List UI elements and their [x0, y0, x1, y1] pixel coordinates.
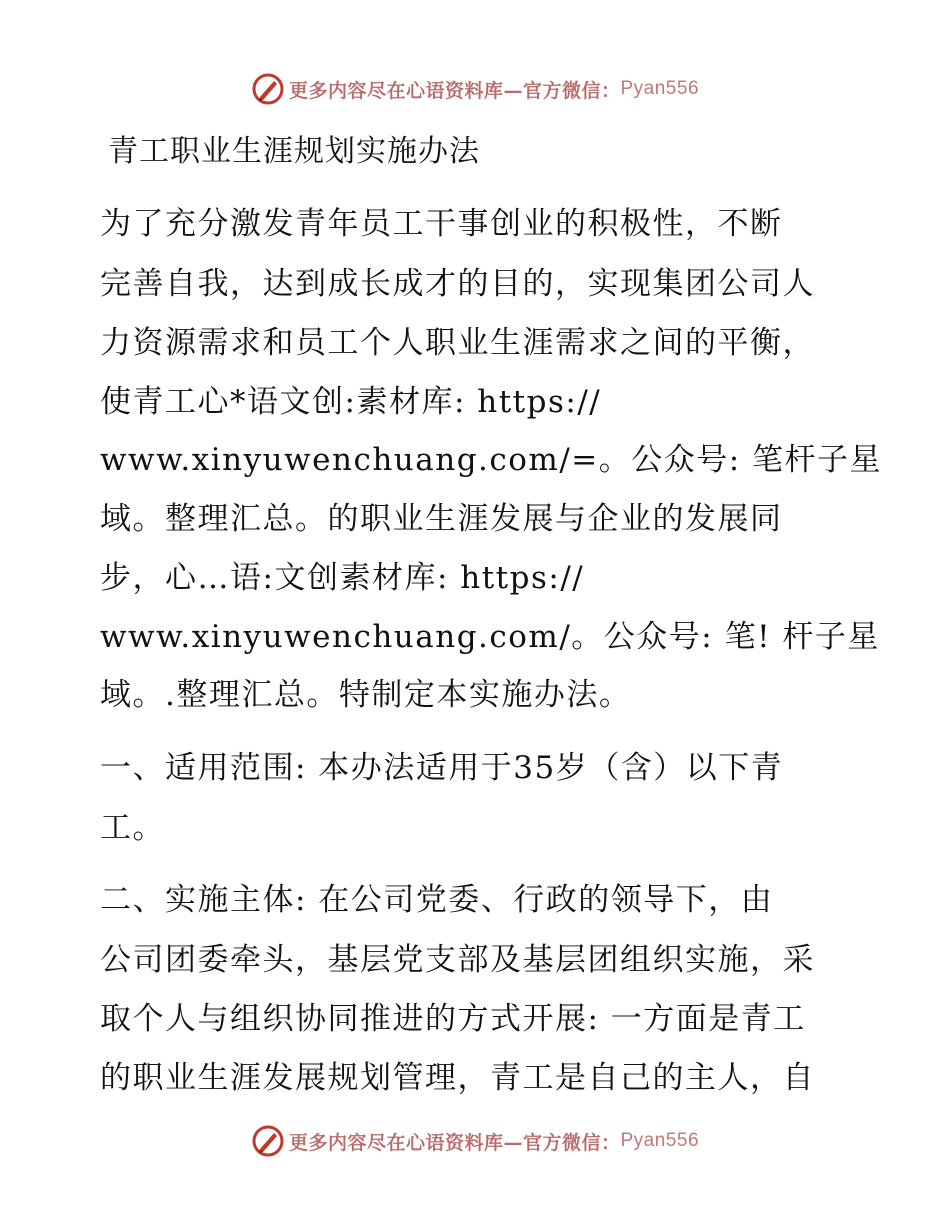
- header-watermark: [0, 72, 950, 106]
- watermark-text: 更多内容尽在心语资料库—官方微信：: [288, 1131, 621, 1154]
- footer-watermark: [0, 1124, 950, 1158]
- body-line: 工。: [100, 810, 165, 846]
- body-line: 一、适用范围: 本办法适用于35岁（含）以下青: [100, 750, 784, 786]
- body-line: 域。.整理汇总。特制定本实施办法。: [100, 677, 632, 713]
- pen-logo-icon: [251, 1124, 285, 1158]
- body-line: 域。整理汇总。的职业生涯发展与企业的发展同: [100, 501, 783, 537]
- pen-logo-icon: [251, 72, 285, 106]
- body-line: 二、实施主体: 在公司党委、行政的领导下，由: [100, 882, 774, 918]
- document-title: 青工职业生涯规划实施办法: [108, 134, 480, 169]
- body-line: 使青工心*语文创:素材库: https://: [100, 384, 602, 420]
- watermark-wechat-id: Pyan556: [620, 78, 700, 99]
- body-line: 为了充分激发青年员工干事创业的积极性，不断: [100, 206, 783, 242]
- watermark-wechat-id: Pyan556: [620, 1130, 700, 1151]
- body-line: 取个人与组织协同推进的方式开展: 一方面是青工: [100, 1001, 806, 1037]
- body-line: 公司团委牵头，基层党支部及基层团组织实施，采: [100, 942, 815, 978]
- body-line: www.xinyuwenchuang.com/。公众号: 笔! 杆子星: [100, 619, 880, 655]
- body-line: 的职业生涯发展规划管理，青工是自己的主人，自: [100, 1060, 815, 1096]
- body-line: 完善自我，达到成长成才的目的，实现集团公司人: [100, 266, 815, 302]
- body-line: 步，心…语:文创素材库: https://: [100, 560, 585, 596]
- body-line: 力资源需求和员工个人职业生涯需求之间的平衡，: [100, 325, 815, 361]
- body-line: www.xinyuwenchuang.com/=。公众号: 笔杆子星: [100, 442, 883, 478]
- watermark-text: 更多内容尽在心语资料库—官方微信：: [288, 79, 621, 102]
